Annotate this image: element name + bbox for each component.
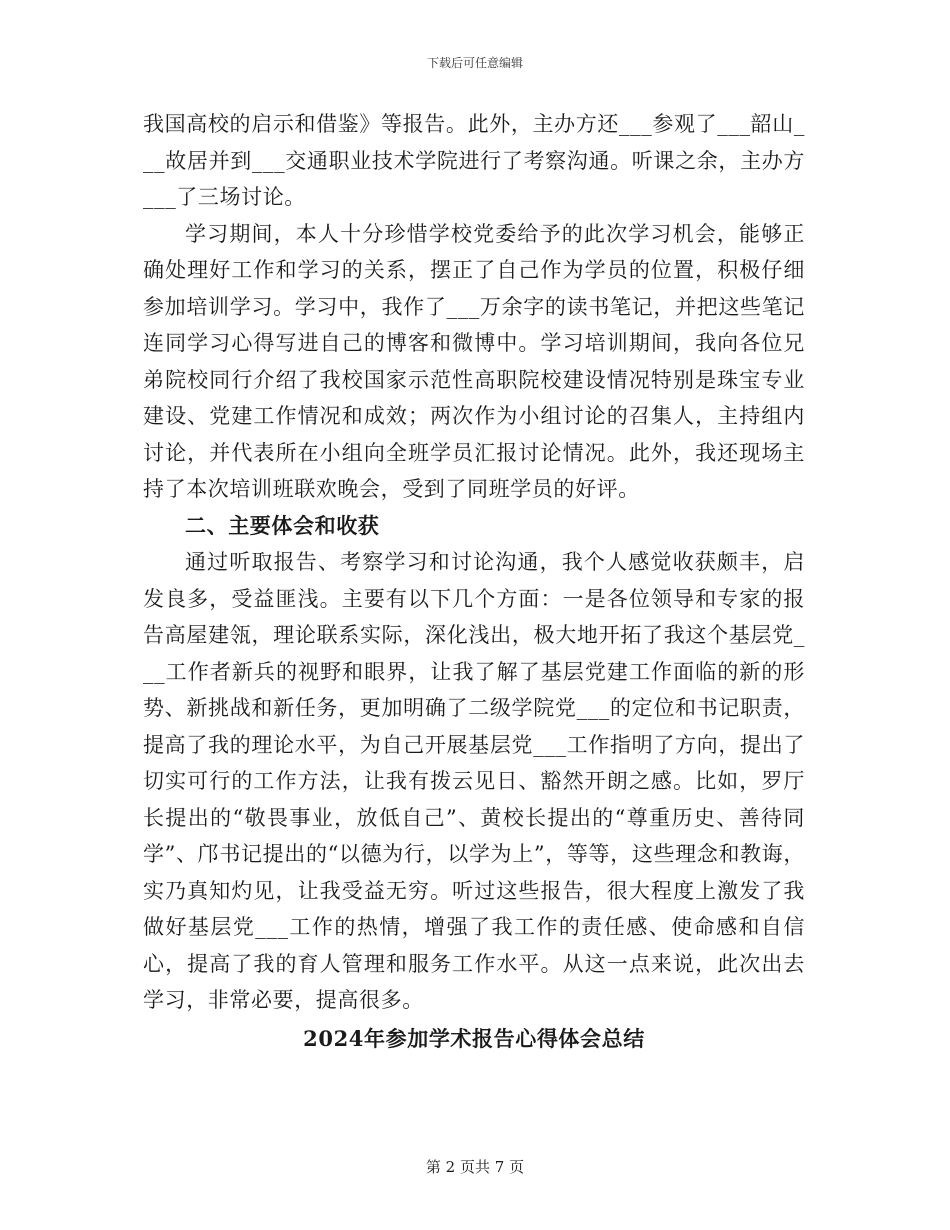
next-document-title: 2024年参加学术报告心得体会总结	[303, 1025, 645, 1051]
paragraph-study-period: 学习期间，本人十分珍惜学校党委给予的此次学习机会，能够正确处理好工作和学习的关系，摆正了自己作为学员的位置，积极仔细参加培训学习。学习中，我作了___万余字的读书笔记，并把这些笔记连同学习心得写进自己的博客和微博中。学习培训期间，我向各位兄弟院校同行介绍了我校国家示范性高职院校建设情况特别是珠宝专业建设、党建工作情况和成效；两次作为小组讨论的召集人，主持组内讨论，并代表所在小组向全班学员汇报讨论情况。此外，我还现场主持了本次培训班联欢晚会，受到了同班学员的好评。	[143, 221, 805, 501]
document-body	[143, 106, 805, 1057]
paragraph-continuation: 我国高校的启示和借鉴》等报告。此外，主办方还___参观了___韶山___故居并到___交通职业技术学院进行了考察沟通。听课之余，主办方___了三场讨论。	[143, 112, 805, 209]
page-number: 第 2 页共 7 页	[425, 1158, 525, 1176]
paragraph-experience: 通过听取报告、考察学习和讨论沟通，我个人感觉收获颇丰，启发良多，受益匪浅。主要有以下几个方面：一是各位领导和专家的报告高屋建瓴，理论联系实际，深化浅出，极大地开拓了我这个基层党___工作者新兵的视野和眼界，让我了解了基层党建工作面临的新的形势、新挑战和新任务，更加明确了二级学院党___的定位和书记职责，提高了我的理论水平，为自己开展基层党___工作指明了方向，提出了切实可行的工作方法，让我有拨云见日、豁然开朗之感。比如，罗厅长提出的“敬畏事业，放低自己”、黄校长提出的“尊重历史、善待同学”、邝书记提出的“以德为行，以学为上”，等等，这些理念和教诲，实乃真知灼见，让我受益无穷。听过这些报告，很大程度上激发了我做好基层党___工作的热情，增强了我工作的责任感、使命感和自信心，提高了我的育人管理和服务工作水平。从这一点来说，此次出去学习，非常必要，提高很多。	[143, 550, 805, 1012]
section-heading: 二、主要体会和收获	[185, 512, 380, 538]
page-header: 下载后可任意编辑	[426, 56, 523, 70]
